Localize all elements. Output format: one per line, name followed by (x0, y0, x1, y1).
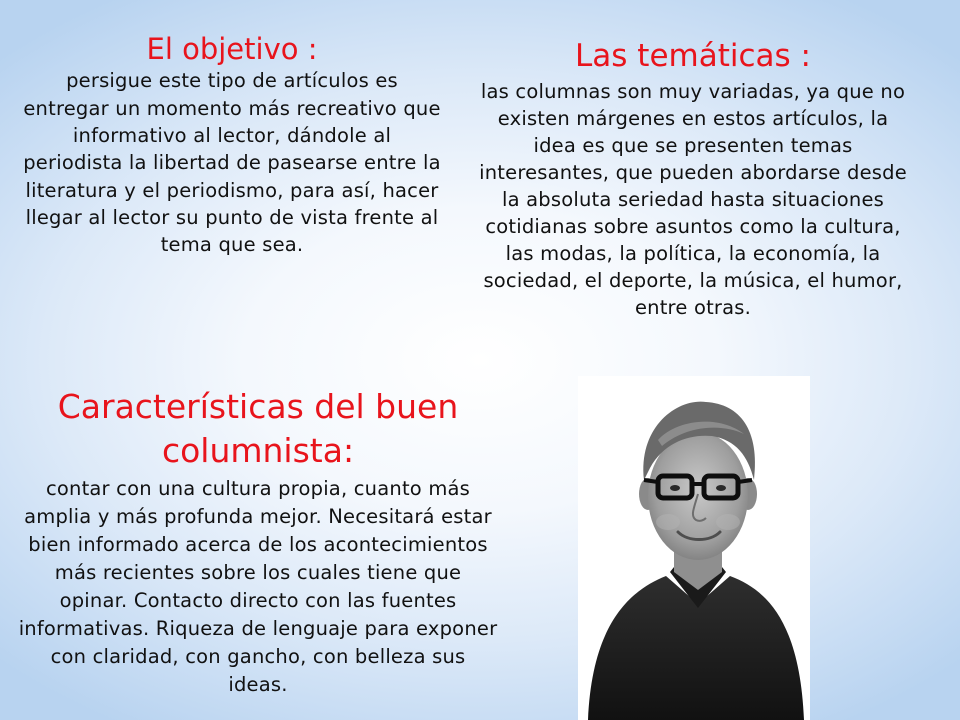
objetivo-section (22, 33, 442, 259)
tematicas-body: las columnas son muy variadas, ya que no existen márgenes en estos artículos, la idea es que se presenten temas interesantes, que pueden abordarse desde la absoluta seriedad hasta situaciones cotidianas sobre asuntos como la cultura, las modas, la política, la economía, la sociedad, el deporte, la música, el humor, entre otras. (479, 79, 907, 319)
caracteristicas-body: contar con una cultura propia, cuanto más amplia y más profunda mejor. Necesitará estar bien informado acerca de los acontecimientos más recientes sobre los cuales tiene que opinar. Contacto directo con las fuentes informativas. Riqueza de lenguaje para exponer con claridad, con gancho, con belleza sus ideas. (18, 477, 498, 696)
caracteristicas-section (18, 385, 498, 699)
objetivo-heading: El objetivo : (146, 32, 318, 66)
tematicas-section (478, 39, 908, 321)
portrait-illustration (578, 376, 810, 720)
columnist-portrait-photo (578, 376, 810, 720)
tematicas-heading: Las temáticas : (575, 38, 811, 74)
caracteristicas-heading: Características del buen columnista: (57, 387, 459, 470)
objetivo-body: persigue este tipo de artículos es entregar un momento más recreativo que informativo al lector, dándole al periodista la libertad de pasearse entre la literatura y el periodismo, para así, hacer llegar al lector su punto de vista frente al tema que sea. (23, 69, 441, 257)
